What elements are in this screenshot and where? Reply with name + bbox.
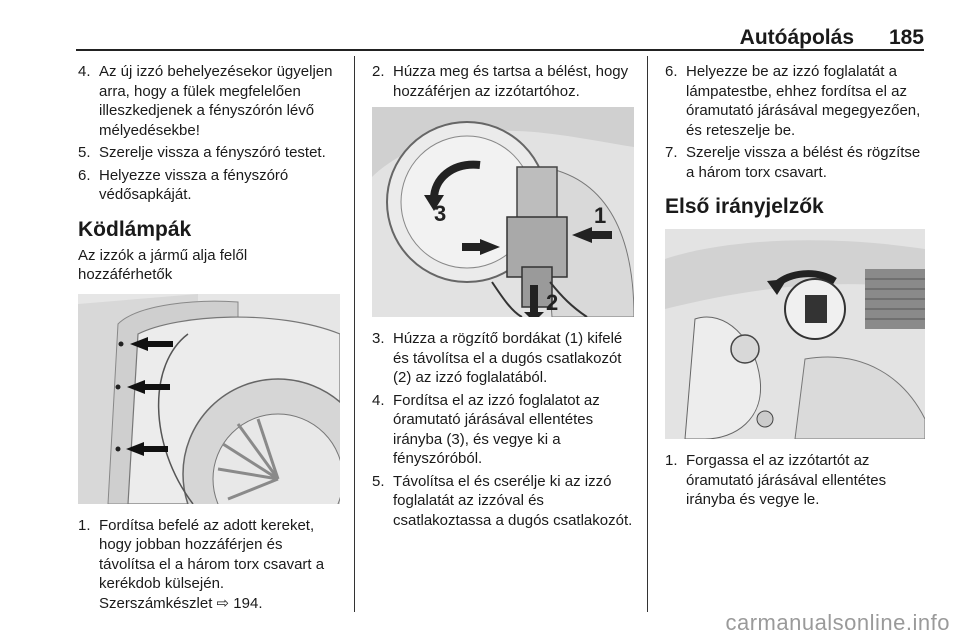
list-item bbox=[372, 62, 634, 101]
figure-bulb-holder bbox=[372, 107, 634, 317]
list-item bbox=[665, 451, 927, 510]
list-item bbox=[372, 391, 634, 469]
figure-wheel-arch bbox=[78, 294, 340, 504]
item-number: 7. bbox=[665, 144, 678, 161]
list-item bbox=[78, 143, 342, 163]
cross-reference-label: Szerszámkészlet bbox=[99, 594, 213, 612]
header-rule bbox=[76, 49, 924, 51]
item-number: 4. bbox=[78, 63, 91, 80]
list-item bbox=[78, 62, 342, 140]
list-item bbox=[372, 329, 634, 388]
item-text: Húzza meg és tartsa a bélést, hogy hozzáférjen az izzótartóhoz. bbox=[393, 63, 629, 100]
list-item bbox=[372, 472, 634, 531]
item-text: Forgassa el az izzótartót az óramutató járásával ellentétes irányba és vegye le. bbox=[686, 452, 887, 508]
item-number: 5. bbox=[78, 144, 91, 161]
list-item bbox=[78, 166, 342, 205]
column-2 bbox=[372, 62, 634, 533]
column-1 bbox=[78, 62, 342, 616]
column-divider-1 bbox=[354, 56, 355, 612]
item-number: 4. bbox=[372, 391, 385, 409]
item-number: 6. bbox=[78, 166, 91, 184]
item-number: 1. bbox=[78, 516, 91, 534]
figure-label-1: 1 bbox=[594, 203, 607, 228]
watermark: carmanualsonline.info bbox=[725, 610, 950, 635]
item-number: 1. bbox=[665, 452, 678, 469]
item-text: Távolítsa el és cserélje ki az izzó foglalatát az izzóval és csatlakoztassa a dugós csatlakozót. bbox=[393, 472, 633, 529]
item-text: Helyezze vissza a fényszóró védősapkáját. bbox=[99, 166, 289, 203]
item-number: 5. bbox=[372, 472, 385, 490]
list-item bbox=[665, 143, 927, 182]
item-text: Fordítsa befelé az adott kereket, hogy jobban hozzáférjen és távolítsa el a három torx csavart a kerékdob külsején. bbox=[99, 516, 325, 592]
list-item bbox=[665, 62, 927, 140]
item-text: Húzza a rögzítő bordákat (1) kifelé és távolítsa el a dugós csatlakozót (2) az izzó foglalatából. bbox=[393, 330, 623, 386]
item-text: Szerelje vissza a fényszóró testet. bbox=[99, 144, 326, 161]
item-number: 3. bbox=[372, 330, 385, 347]
item-text: Helyezze be az izzó foglalatát a lámpatestbe, ehhez fordítsa el az óramutató járásával megegyezően, és reteszelje be. bbox=[686, 63, 921, 139]
section-intro: Az izzók a jármű alja felől hozzáférhetők bbox=[78, 246, 248, 283]
cross-reference-page[interactable]: 194. bbox=[233, 594, 263, 612]
column-divider-2 bbox=[647, 56, 648, 612]
item-text: Az új izzó behelyezésekor ügyeljen arra, hogy a fülek megfelelően illeszkedjenek a fényszórón lévő mélyedésekbe! bbox=[99, 63, 333, 139]
item-text: Szerelje vissza a bélést és rögzítse a három torx csavart. bbox=[686, 144, 921, 181]
section-title-turn-signals: Első irányjelzők bbox=[665, 195, 824, 218]
page-number: 185 bbox=[888, 26, 924, 49]
list-item bbox=[78, 516, 342, 614]
item-number: 2. bbox=[372, 63, 385, 80]
arrow-right-icon: ⇨ bbox=[216, 594, 230, 612]
item-text: Fordítsa el az izzó foglalatot az óramutató járásával ellentétes irányba (3), és vegye ki a fényszóróból. bbox=[393, 391, 600, 467]
figure-label-3: 3 bbox=[434, 201, 447, 226]
figure-turn-signal bbox=[665, 229, 925, 439]
item-number: 6. bbox=[665, 63, 678, 80]
column-3 bbox=[665, 62, 927, 513]
figure-label-2: 2 bbox=[546, 290, 559, 315]
section-title-fog-lamps: Ködlámpák bbox=[78, 217, 192, 241]
page-title: Autóápolás bbox=[739, 26, 854, 49]
